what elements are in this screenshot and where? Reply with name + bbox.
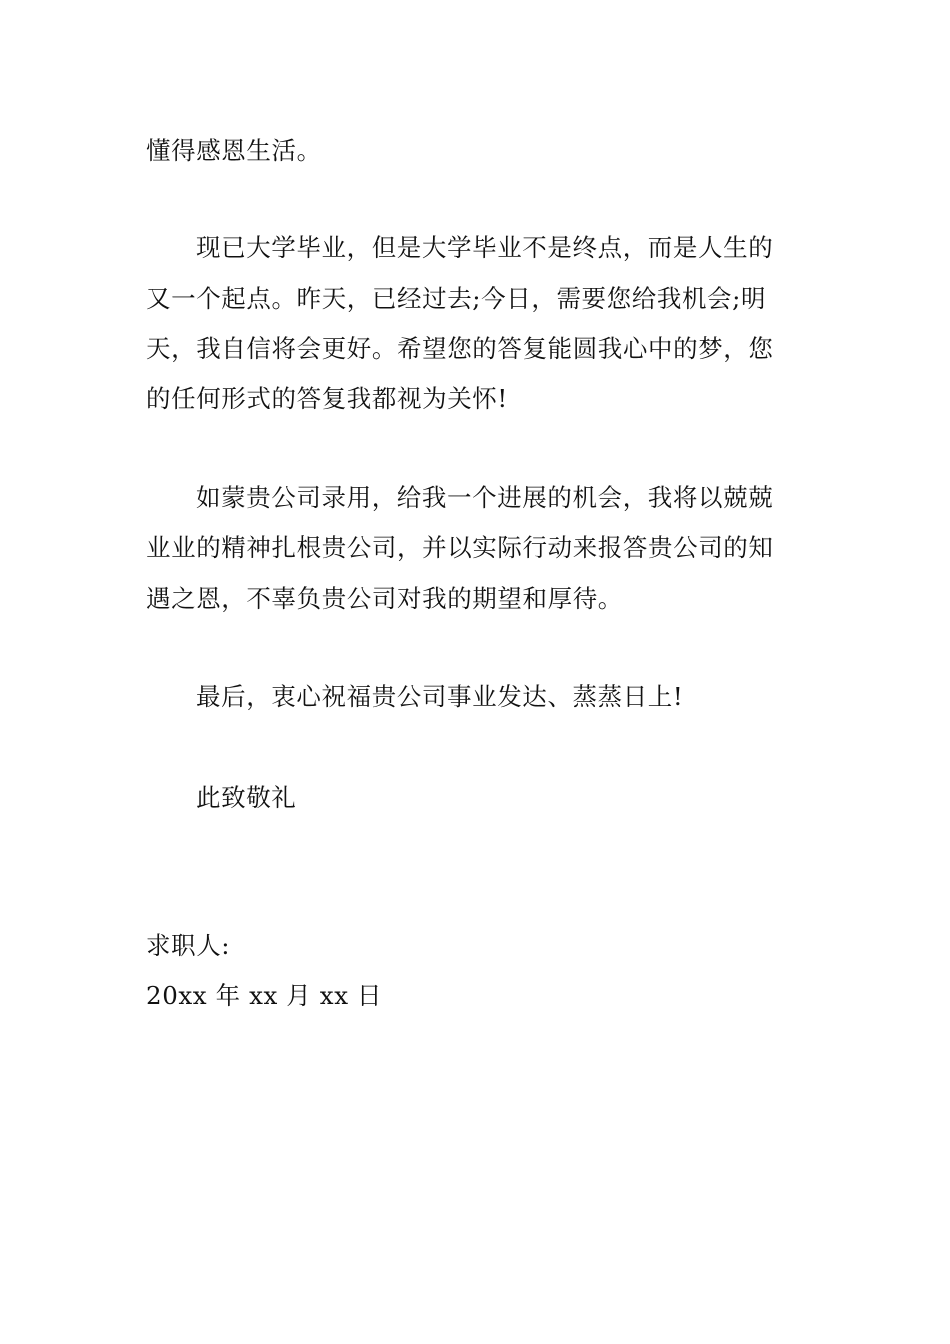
signature-label: 求职人: — [146, 931, 231, 960]
paragraph-line: 如蒙贵公司录用，给我一个进展的机会，我将以兢兢 — [196, 483, 774, 512]
letter-date: 20xx 年 xx 月 xx 日 — [146, 981, 383, 1010]
paragraph-line: 遇之恩，不辜负贵公司对我的期望和厚待。 — [146, 584, 623, 613]
paragraph-line: 最后，衷心祝福贵公司事业发达、蒸蒸日上! — [196, 682, 684, 711]
paragraph-line: 现已大学毕业，但是大学毕业不是终点，而是人生的 — [196, 233, 774, 262]
paragraph-line: 业业的精神扎根贵公司，并以实际行动来报答贵公司的知 — [146, 533, 774, 562]
closing-salutation: 此致敬礼 — [196, 783, 297, 812]
paragraph-line: 的任何形式的答复我都视为关怀! — [146, 384, 508, 413]
paragraph-line: 又一个起点。昨天，已经过去;今日，需要您给我机会;明 — [146, 284, 767, 313]
paragraph-line: 天，我自信将会更好。希望您的答复能圆我心中的梦，您 — [146, 334, 774, 363]
paragraph-line: 懂得感恩生活。 — [146, 136, 322, 165]
